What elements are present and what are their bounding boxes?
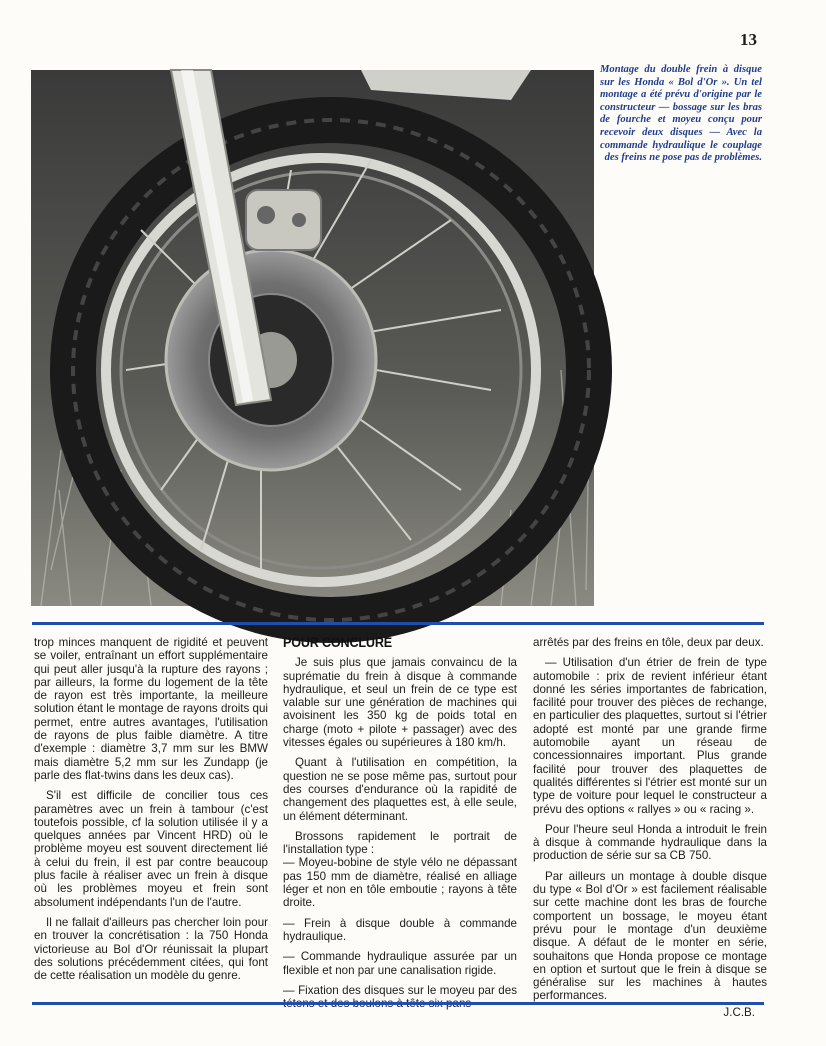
article-column-2: [283, 636, 517, 998]
paragraph: — Moyeu-bobine de style vélo ne dépassant pas 150 mm de diamètre, réalisé en alliage léger et non en tôle emboutie ; rayons à tête droite.: [283, 856, 517, 910]
wheel-photo-icon: [31, 70, 594, 606]
author-signature: J.C.B.: [723, 1005, 755, 1019]
paragraph: Par ailleurs un montage à double disque du type « Bol d'Or » est facilement réalisable sur cette machine dont les bras de fourche comportent un bossage, le moyeu étant prévu pour le montage d'un deuxième disque. A défaut de le monter en série, souhaitons que Honda propose ce montage en option et surtout que le frein à disque se généralise sur les machines à hautes performances.: [533, 869, 767, 1003]
paragraph: S'il est difficile de concilier tous ces paramètres avec un frein à tambour (c'est toutefois possible, cf la solution utilisée il y a quelques années par Vincent HRD) où le problème moyeu est souvent directement lié à celui du frein, il est par contre beaucoup plus facile à réaliser avec un frein à disque où les problèmes moyeu et frein sont absolument indépendants l'un de l'autre.: [34, 789, 268, 909]
paragraph: trop minces manquent de rigidité et peuvent se voiler, entraînant un effort supplémentaire qui peut aller jusqu'à la rupture des rayons ; par ailleurs, la forme du logement de la tête de rayon est très importante, la meilleure solution étant le montage de rayons droits qui permet, entre autres avantages, l'utilisation de rayons de plus faible diamètre. A titre d'exemple : diamètre 3,7 mm sur les BMW mais diamètre 5,2 mm sur les Zundapp (je parle des flat-twins dans les deux cas).: [34, 636, 268, 782]
paragraph: — Commande hydraulique assurée par un flexible et non par une canalisation rigide.: [283, 950, 517, 977]
top-divider: [32, 622, 764, 625]
paragraph: Je suis plus que jamais convaincu de la suprématie du frein à disque à commande hydraulique, et seul un frein de ce type est valable sur une génération de machines qui avoisinent les 350 kg de poids total en charge (moto + pilote + passager) avec des vitesses égales ou supérieures à 180 km/h.: [283, 656, 517, 750]
article-column-1: [34, 636, 268, 998]
bottom-divider: [32, 1002, 764, 1005]
photo-caption: Montage du double frein à disque sur les Honda « Bol d'Or ». Un tel montage a été prévu d'origine par le constructeur — bossage sur les bras de fourche et moyeu conçu pour recevoir deux disques — Avec la commande hydraulique le couplage des freins ne pose pas de problèmes.: [600, 64, 762, 164]
paragraph: — Frein à disque double à commande hydraulique.: [283, 916, 517, 943]
paragraph: Pour l'heure seul Honda a introduit le frein à disque à commande hydraulique dans la production de série sur sa CB 750.: [533, 822, 767, 863]
motorcycle-wheel-photo: [31, 70, 594, 606]
paragraph: Brossons rapidement le portrait de l'installation type :: [283, 829, 517, 857]
section-heading: POUR CONCLURE: [283, 634, 392, 650]
article-column-3: [533, 636, 767, 1019]
page-number: 13: [740, 30, 757, 49]
paragraph: Quant à l'utilisation en compétition, la question ne se pose même pas, surtout pour des courses d'endurance où la rapidité de changement des plaquettes est, à elle seule, un élément déterminant.: [283, 756, 517, 823]
paragraph: arrêtés par des freins en tôle, deux par deux.: [533, 636, 764, 649]
paragraph: Il ne fallait d'ailleurs pas chercher loin pour en trouver la concrétisation : la 750 Honda victorieuse au Bol d'Or réunissait la plupart des solutions précédemment citées, qui font de cette réalisation un modèle du genre.: [34, 915, 268, 983]
paragraph: — Fixation des disques sur le moyeu par des: [283, 983, 517, 997]
paragraph: — Utilisation d'un étrier de frein de type automobile : prix de revient inférieur étant donné les séries importantes de fabrication, facilité pour trouver des pièces de rechange, en particulier des plaquettes, surtout si l'étrier adopté est monté par une grande firme automobile ayant un réseau de concessionnaires important. Plus grande facilité pour trouver des plaquettes de qualités différentes si l'étrier est monté sur un type de voiture pour lequel le constructeur a prévu des options « rallyes » ou « racing ».: [533, 656, 767, 816]
